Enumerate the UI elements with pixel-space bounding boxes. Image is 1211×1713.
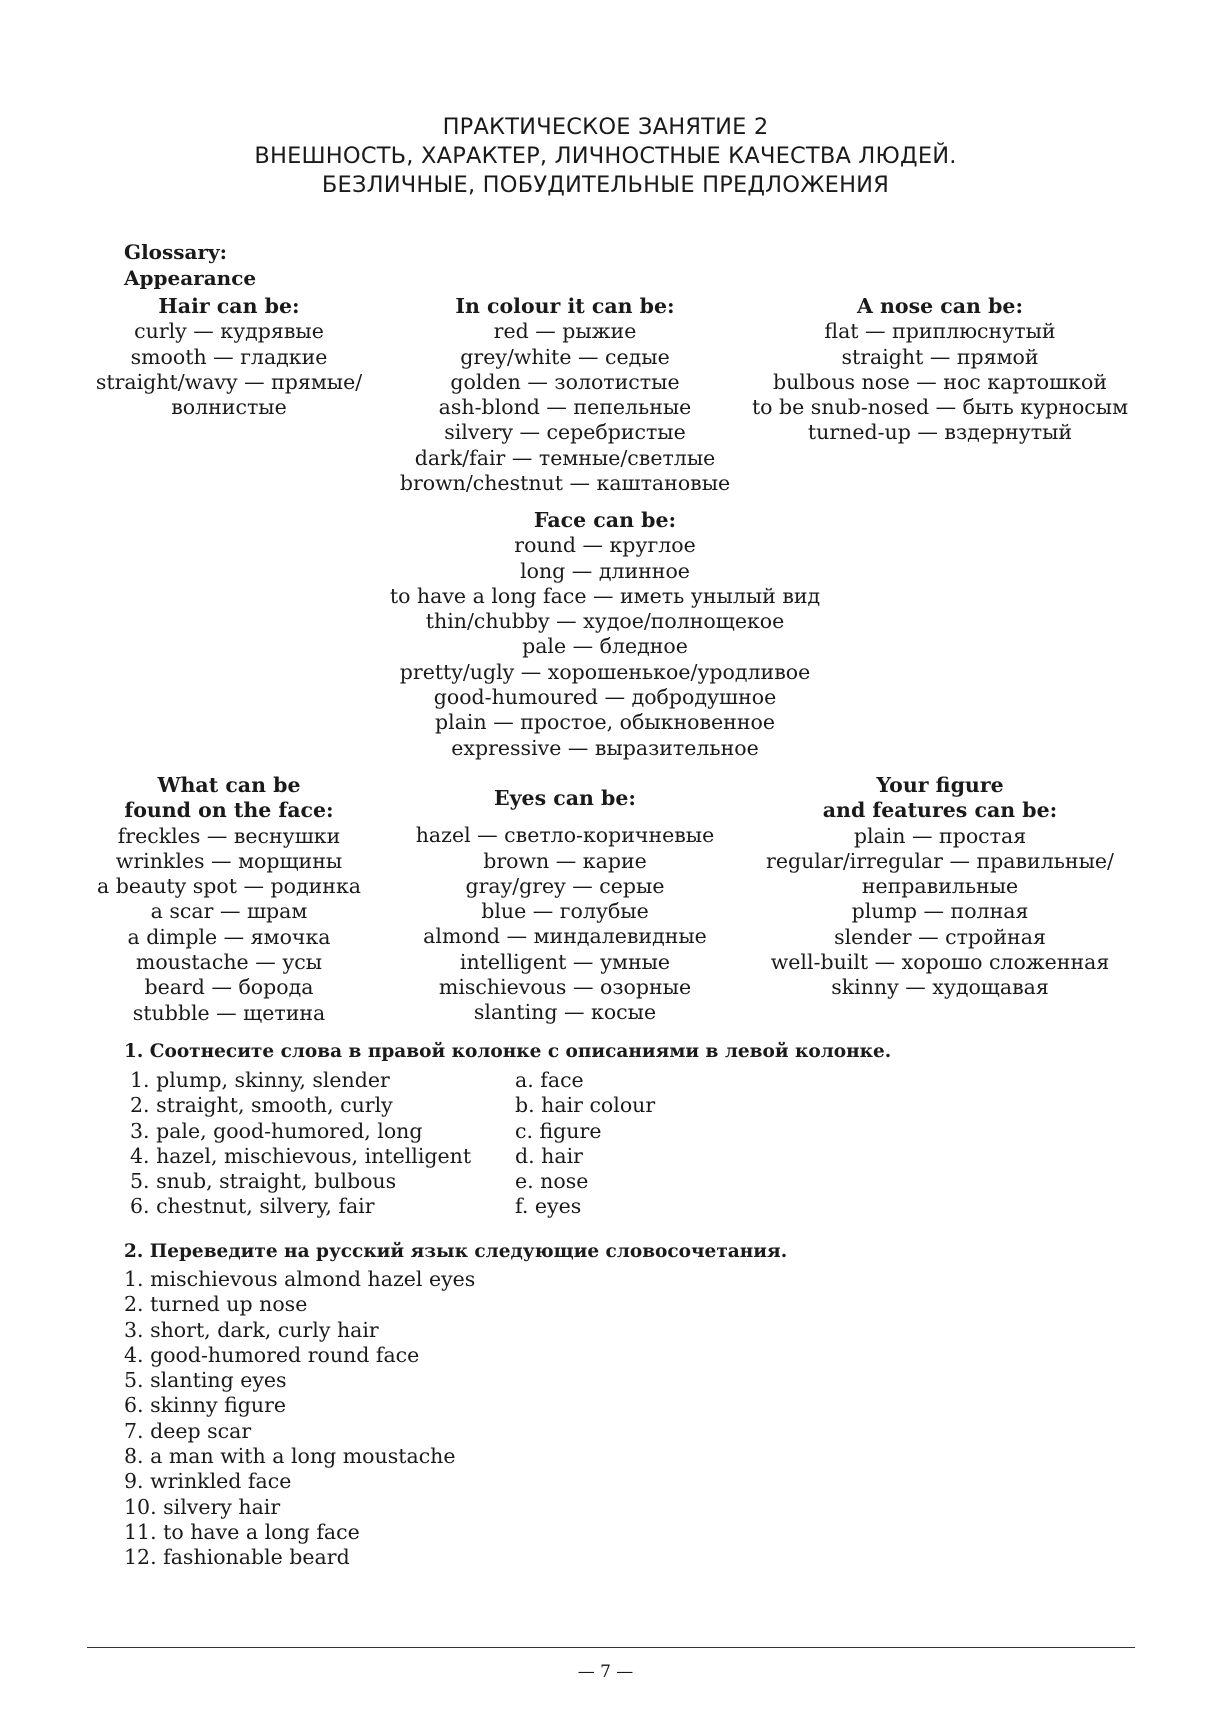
colour-item: golden — золотистые xyxy=(450,369,680,394)
list-item: 7. deep scar xyxy=(124,1418,252,1443)
figure-column xyxy=(740,773,1140,1001)
face-item: expressive — выразительное xyxy=(451,735,759,760)
exercise-1-left-list xyxy=(130,1068,471,1220)
list-item: 2. turned up nose xyxy=(124,1292,308,1317)
list-item: 5. snub, straight, bulbous xyxy=(130,1169,397,1194)
face-features-column xyxy=(49,773,409,1026)
face-item: pale — бледное xyxy=(522,634,688,659)
page-number: — 7 — xyxy=(577,1662,634,1682)
colour-item: brown/chestnut — каштановые xyxy=(399,471,731,496)
glossary-section-title: Appearance xyxy=(124,266,257,290)
nose-item: straight — прямой xyxy=(841,344,1039,369)
list-item: b. hair colour xyxy=(515,1093,656,1118)
exercise-2-title: 2. Переведите на русский язык следующие словосочетания. xyxy=(124,1241,788,1262)
nose-item: to be snub-nosed — быть курносым xyxy=(751,395,1129,420)
hair-item: straight/wavy — прямые/ xyxy=(95,369,363,394)
nose-item: flat — приплюснутый xyxy=(824,319,1056,344)
title-line-2: ВНЕШНОСТЬ, ХАРАКТЕР, ЛИЧНОСТНЫЕ КАЧЕСТВА ЛЮДЕЙ. xyxy=(254,143,957,169)
figure-heading-2: and features can be: xyxy=(822,798,1058,823)
face-item: to have a long face — иметь унылый вид xyxy=(389,583,821,608)
list-item: e. nose xyxy=(515,1169,589,1194)
nose-item: turned-up — вздернутый xyxy=(807,420,1073,445)
list-item: 8. a man with a long moustache xyxy=(124,1444,456,1469)
colour-column xyxy=(380,294,750,496)
face-features-item: beard — борода xyxy=(144,975,314,1000)
hair-item: curly — кудрявые xyxy=(134,319,324,344)
glossary-header xyxy=(124,239,256,291)
list-item: 4. good-humored round face xyxy=(124,1342,420,1367)
colour-item: grey/white — седые xyxy=(460,344,670,369)
list-item: 2. straight, smooth, curly xyxy=(130,1093,393,1118)
hair-item: волнистые xyxy=(171,395,287,420)
face-item: plain — простое, обыкновенное xyxy=(435,710,775,735)
eyes-item: mischievous — озорные xyxy=(438,975,692,1000)
face-item: round — круглое xyxy=(514,533,696,558)
list-item: 3. pale, good-humored, long xyxy=(130,1118,423,1143)
title-line-3: БЕЗЛИЧНЫЕ, ПОБУДИТЕЛЬНЫЕ ПРЕДЛОЖЕНИЯ xyxy=(321,172,890,198)
face-item: good-humoured — добродушное xyxy=(433,685,777,710)
face-features-item: a beauty spot — родинка xyxy=(97,874,361,899)
list-item: c. figure xyxy=(515,1118,602,1143)
list-item: a. face xyxy=(515,1068,584,1092)
list-item: 4. hazel, mischievous, intelligent xyxy=(130,1143,472,1168)
figure-heading-1: Your figure xyxy=(876,773,1004,797)
colour-item: ash-blond — пепельные xyxy=(438,395,692,420)
face-features-heading-1: What can be xyxy=(157,773,301,797)
eyes-item: gray/grey — серые xyxy=(465,873,665,898)
eyes-item: brown — карие xyxy=(483,848,647,873)
list-item: 12. fashionable beard xyxy=(124,1545,350,1570)
list-item: 6. chestnut, silvery, fair xyxy=(130,1194,375,1219)
colour-item: silvery — серебристые xyxy=(444,420,686,445)
face-column xyxy=(355,508,855,761)
hair-heading: Hair can be: xyxy=(158,294,300,318)
colour-heading: In colour it can be: xyxy=(455,294,675,318)
list-item: 10. silvery hair xyxy=(124,1494,281,1519)
list-item: 3. short, dark, curly hair xyxy=(124,1317,379,1342)
list-item: 1. mischievous almond hazel eyes xyxy=(124,1267,476,1291)
figure-item: well-built — хорошо сложенная xyxy=(770,950,1110,975)
exercise-1-right-list xyxy=(515,1068,655,1220)
title-line-1: ПРАКТИЧЕСКОЕ ЗАНЯТИЕ 2 xyxy=(442,114,769,140)
nose-column xyxy=(740,294,1140,446)
list-item: 6. skinny figure xyxy=(124,1393,287,1418)
face-features-item: stubble — щетина xyxy=(132,1000,326,1025)
face-features-item: a scar — шрам xyxy=(150,899,308,924)
face-item: long — длинное xyxy=(520,558,690,583)
eyes-item: intelligent — умные xyxy=(459,949,671,974)
list-item: 1. plump, skinny, slender xyxy=(130,1068,390,1092)
hair-item: smooth — гладкие xyxy=(130,344,328,369)
list-item: 9. wrinkled face xyxy=(124,1469,292,1494)
list-item: 11. to have a long face xyxy=(124,1519,360,1544)
exercise-2-list xyxy=(124,1267,475,1571)
hair-column xyxy=(49,294,409,420)
face-features-item: freckles — веснушки xyxy=(117,823,341,848)
list-item: f. eyes xyxy=(515,1194,582,1219)
figure-item: plump — полная xyxy=(851,899,1029,924)
face-features-item: a dimple — ямочка xyxy=(127,924,331,949)
figure-item: skinny — худощавая xyxy=(831,975,1049,1000)
eyes-item: slanting — косые xyxy=(473,1000,657,1025)
face-features-item: wrinkles — морщины xyxy=(115,848,343,873)
face-item: pretty/ugly — хорошенькое/уродливое xyxy=(399,659,811,684)
figure-item: slender — стройная xyxy=(834,924,1046,949)
list-item: d. hair xyxy=(515,1143,583,1168)
exercise-1-title: 1. Соотнесите слова в правой колонке с описаниями в левой колонке. xyxy=(124,1041,892,1062)
eyes-column xyxy=(380,786,750,1026)
colour-item: red — рыжие xyxy=(493,319,637,344)
glossary-label: Glossary: xyxy=(124,240,228,264)
nose-heading: A nose can be: xyxy=(856,294,1024,318)
face-features-heading-2: found on the face: xyxy=(124,798,334,823)
list-item: 5. slanting eyes xyxy=(124,1368,287,1393)
figure-item: plain — простая xyxy=(853,823,1027,848)
nose-item: bulbous nose — нос картошкой xyxy=(772,369,1108,394)
figure-item: неправильные xyxy=(861,874,1019,899)
eyes-item: hazel — светло-коричневые xyxy=(415,823,715,848)
colour-item: dark/fair — темные/светлые xyxy=(414,445,716,470)
face-features-item: moustache — усы xyxy=(135,950,323,975)
eyes-heading: Eyes can be: xyxy=(493,786,636,810)
page-title xyxy=(0,113,1211,200)
face-heading: Face can be: xyxy=(533,508,677,532)
eyes-item: blue — голубые xyxy=(481,899,649,924)
figure-item: regular/irregular — правильные/ xyxy=(766,848,1114,873)
eyes-item: almond — миндалевидные xyxy=(423,924,707,949)
face-item: thin/chubby — худое/полнощекое xyxy=(425,609,785,634)
footer-divider xyxy=(87,1647,1135,1648)
